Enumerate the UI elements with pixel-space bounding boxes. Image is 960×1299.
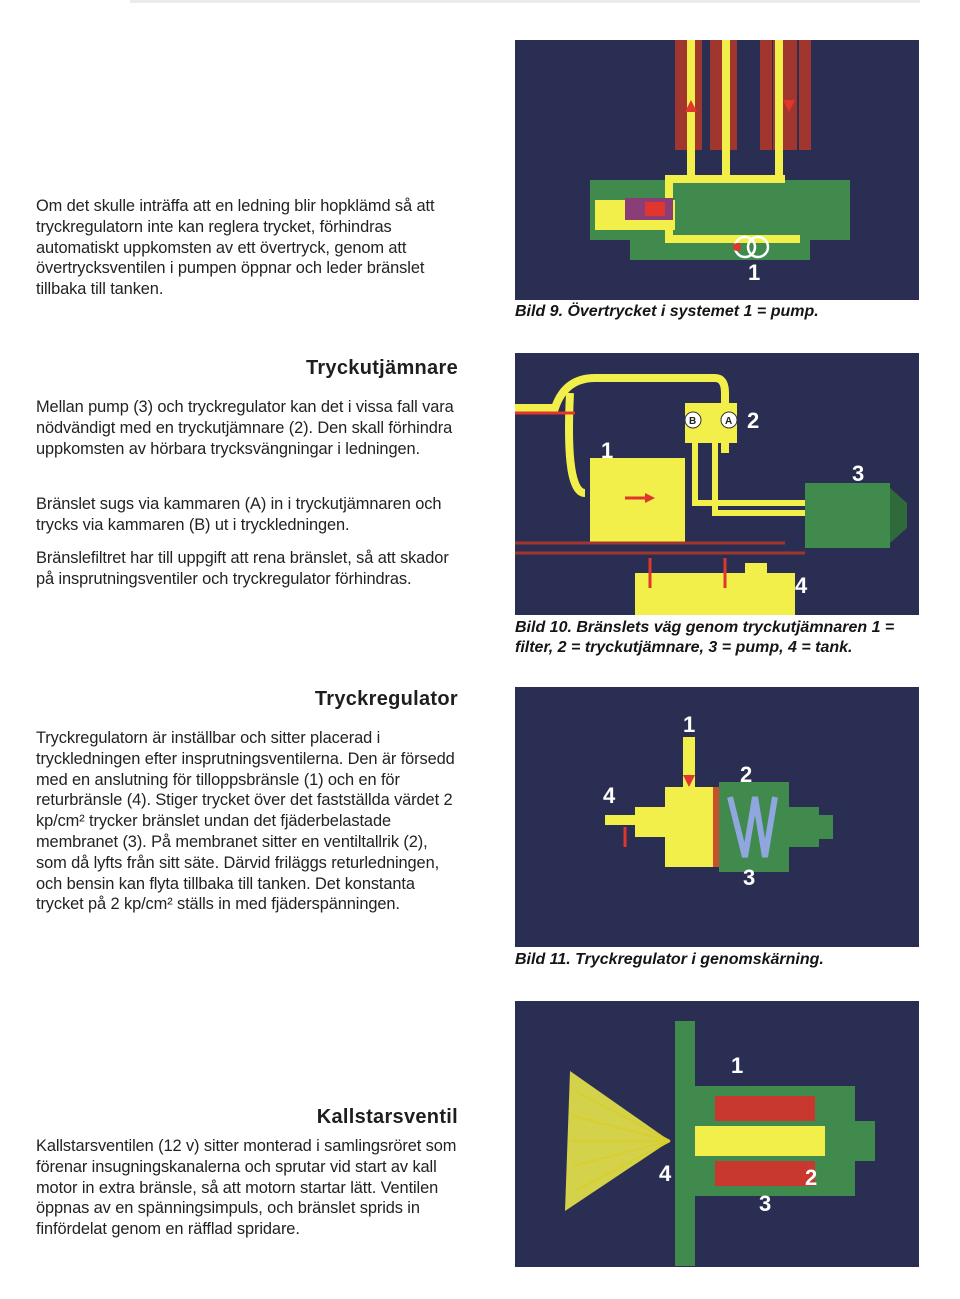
pump: [805, 483, 890, 548]
fuel-line: [665, 175, 785, 183]
label-3: 3: [759, 1191, 772, 1216]
valve-ball: [793, 1129, 817, 1153]
pipe: [760, 40, 772, 150]
label-1: 1: [731, 1053, 744, 1078]
label-accumulator: 2: [747, 408, 760, 433]
intro-paragraph: Om det skulle inträffa att en ledning blir hopklämd så att tryckregulatorn inte kan reglera trycket, förhindras automatiskt uppkomsten av ett övertryck, genom att övertrycksventilen i pumpen öppnar och leder bränslet tillbaka till tanken.: [36, 197, 435, 299]
label-pump: 1: [748, 260, 761, 285]
tank: [635, 573, 795, 615]
pipe: [675, 40, 687, 150]
pipe: [710, 40, 722, 150]
roller-seal: [733, 243, 741, 251]
relief-valve-spring: [645, 202, 665, 216]
adjusting-nut: [819, 815, 833, 839]
bild11-diagram: [515, 687, 919, 947]
caption-bild9: Bild 9. Övertrycket i systemet 1 = pump.: [515, 303, 819, 320]
label-tank: 4: [795, 573, 808, 598]
figure-bild10: [515, 353, 919, 615]
caption-bild10: Bild 10. Bränslets väg genom tryckutjämnaren 1 = filter, 2 = tryckutjämnare, 3 = pump, 4 = tank.: [515, 619, 895, 656]
label-chamber-b: B: [689, 416, 697, 427]
label-filter: 1: [601, 438, 614, 463]
bild9-diagram: [515, 40, 919, 300]
valve-end: [855, 1121, 875, 1161]
heading-tryckutjamnare: Tryckutjämnare: [305, 357, 458, 379]
fuel-line: [775, 40, 783, 180]
fuel-line: [722, 40, 730, 180]
top-border: [130, 0, 920, 3]
label-chamber-a: A: [725, 416, 733, 427]
tryckutjamnare-paragraph-3: Bränslefiltret har till uppgift att rena bränslet, så att skador på insprutningsventiler och tryckregulator förhindras.: [36, 549, 449, 588]
kallstarsventil-paragraph: Kallstarsventilen (12 v) sitter monterad i samlingsröret som förenar insugningskanalerna och sprutar vid start av kall motor in extra bränsle, så att motorn startar lätt. Ventilen öppnas av en spänningsimpuls, och bränslet sprids in finfördelat genom en räfflad spridare.: [36, 1137, 457, 1239]
pipe: [799, 40, 811, 150]
coil-top: [715, 1096, 815, 1121]
fuel-line: [665, 235, 800, 243]
heading-tryckregulator: Tryckregulator: [314, 688, 458, 710]
label-return: 4: [603, 783, 616, 808]
regulator-chamber: [635, 807, 715, 837]
spray-cone: [565, 1071, 670, 1211]
heading-kallstarsventil: Kallstarsventil: [316, 1106, 458, 1128]
filter: [590, 458, 685, 543]
tryckregulator-paragraph: Tryckregulatorn är inställbar och sitter placerad i tryckledningen efter insprutningsventilerna. Den är försedd med en anslutning för tilloppsbränsle (1) och en för returbränsle (4). Stiger trycket över det fastställda värdet 2 kp/cm² trycker bränslet undan det fjäderbelastade membranet (3). På membranet sitter en ventiltallrik (2), som då lyfts från sitt säte. Därvid friläggs returledningen, och bensin kan flyta tillbaka till tanken. Det konstanta trycket på 2 kp/cm² ställs in med fjäderspänningen.: [36, 729, 455, 914]
tank-cap: [745, 563, 767, 575]
label-4: 4: [659, 1161, 672, 1186]
pipe: [785, 40, 797, 150]
label-inlet: 1: [683, 712, 696, 737]
coil-bottom: [715, 1161, 815, 1186]
label-membrane: 3: [743, 865, 756, 890]
tryckutjamnare-paragraph-1: Mellan pump (3) och tryckregulator kan det i vissa fall vara nödvändigt med en tryckutjämnare (2). Den skall förhindra uppkomsten av hörbara trycksvängningar i ledningen.: [36, 398, 454, 458]
label-valve-plate: 2: [740, 762, 753, 787]
tryckutjamnare-paragraph-2: Bränslet sugs via kammaren (A) in i tryckutjämnaren och trycks via kammaren (B) ut i tryckledningen.: [36, 495, 442, 534]
caption-bild11: Bild 11. Tryckregulator i genomskärning.: [515, 951, 824, 968]
label-pump: 3: [852, 461, 865, 486]
label-2: 2: [805, 1165, 818, 1190]
figure-bild9: [515, 40, 919, 300]
figure-bild11: [515, 687, 919, 947]
membrane: [713, 787, 719, 867]
bild10-diagram: [515, 353, 919, 615]
figure-bild12: [515, 1001, 919, 1267]
adjusting-screw: [789, 807, 819, 847]
return-pipe: [605, 815, 645, 825]
fuel-line: [569, 393, 585, 493]
spring-housing: [719, 782, 789, 872]
bild12-diagram: [515, 1001, 919, 1267]
pump-end: [890, 488, 907, 543]
